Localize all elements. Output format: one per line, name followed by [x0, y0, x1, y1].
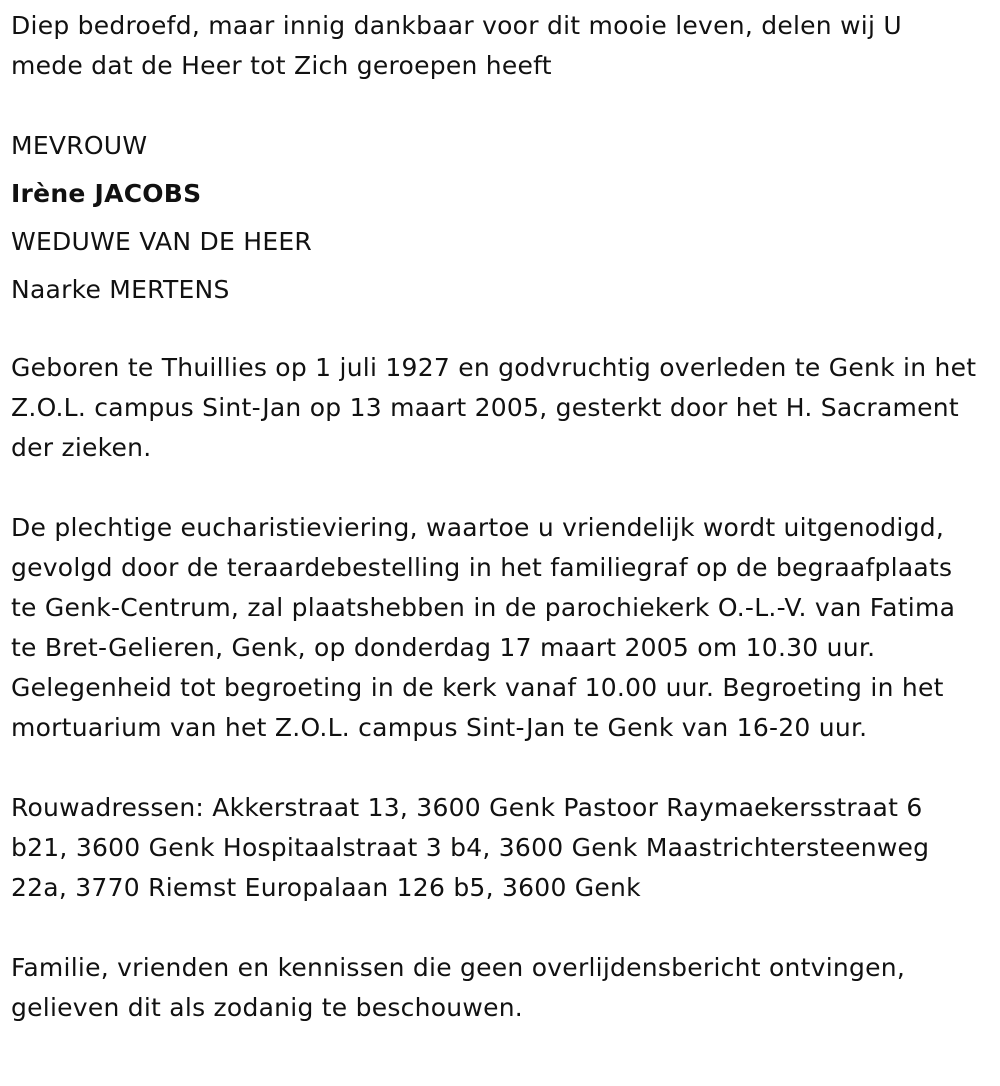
spouse-name: Naarke MERTENS	[11, 275, 230, 304]
spacer	[11, 468, 981, 508]
spacer	[11, 908, 981, 948]
ceremony-paragraph: De plechtige eucharistieviering, waartoe u vriendelijk wordt uitgenodigd, gevolgd door de teraardebestelling in het familiegraf op de begraafplaats te Genk-Centrum, zal plaatshebben in de parochiekerk O.-L.-V. van Fatima te Bret-Gelieren, Genk, op donderdag 17 maart 2005 om 10.30 uur. Gelegenheid tot begroeting in de kerk vanaf 10.00 uur. Begroeting in het mortuarium van het Z.O.L. campus Sint-Jan te Genk van 16-20 uur.	[11, 513, 956, 742]
spacer	[11, 314, 981, 348]
deceased-name: Irène JACOBS	[11, 179, 202, 208]
birth-death-paragraph: Geboren te Thuillies op 1 juli 1927 en godvruchtig overleden te Genk in het Z.O.L. campus Sint-Jan op 13 maart 2005, gesterkt door het H. Sacrament der zieken.	[11, 353, 977, 462]
closing-paragraph: Familie, vrienden en kennissen die geen overlijdensbericht ontvingen, gelieven dit als zodanig te beschouwen.	[11, 953, 906, 1022]
addresses-paragraph: Rouwadressen: Akkerstraat 13, 3600 Genk Pastoor Raymaekersstraat 6 b21, 3600 Genk Hospitaalstraat 3 b4, 3600 Genk Maastrichtersteenweg 22a, 3770 Riemst Europalaan 126 b5, 3600 Genk	[11, 793, 930, 902]
widow-of-label: WEDUWE VAN DE HEER	[11, 227, 313, 256]
spacer	[11, 86, 981, 126]
title-prefix: MEVROUW	[11, 131, 148, 160]
name-block	[11, 122, 981, 314]
spacer	[11, 748, 981, 788]
obituary-document	[11, 6, 981, 1028]
intro-paragraph: Diep bedroefd, maar innig dankbaar voor dit mooie leven, delen wij U mede dat de Heer tot Zich geroepen heeft	[11, 11, 902, 80]
